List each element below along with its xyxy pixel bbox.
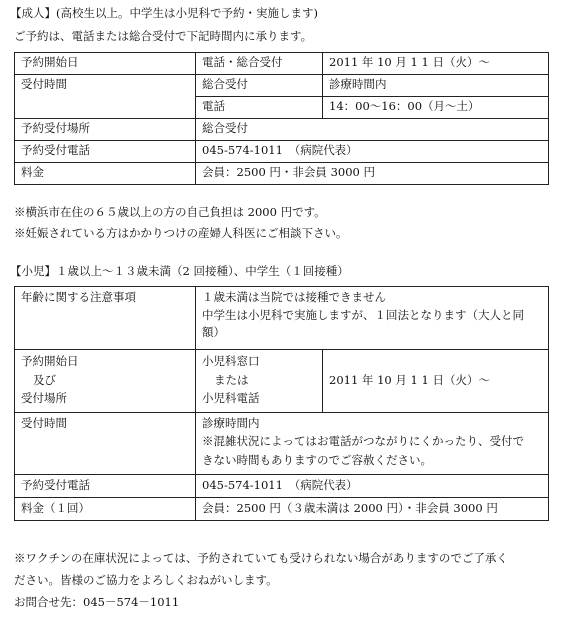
table-row xyxy=(15,497,549,520)
child-start-date: 2011 年 10 月 1 1 日（火）～ xyxy=(323,350,549,413)
table-row xyxy=(15,163,549,185)
table-row xyxy=(15,412,549,474)
hours-desk: 総合受付 xyxy=(196,75,323,97)
age-line-3: 額） xyxy=(202,325,225,339)
child-tel-value: 045-574-1011 （病院代表） xyxy=(196,474,549,497)
table-row xyxy=(15,141,549,163)
fee-value: 会員：2500 円・非会員 3000 円 xyxy=(196,163,549,185)
hours-line-3: きない時間もありますのでご容赦ください。 xyxy=(202,452,432,467)
child-place xyxy=(196,350,323,413)
start-label-line-3: 受付場所 xyxy=(21,391,67,405)
hours-phone-value: 14：00～16：00（月～土） xyxy=(323,97,549,119)
hours-line-2: ※混雑状況によってはお電話がつながりにくかったり、受付で xyxy=(202,434,524,448)
adult-heading: 【成人】(高校生以上。中学生は小児科で予約・実施します) xyxy=(10,6,318,20)
footer-line-1: ※ワクチンの在庫状況によっては、予約されていても受けられない場合がありますのでご了承く xyxy=(14,551,508,565)
place-label: 予約受付場所 xyxy=(15,119,196,141)
table-row xyxy=(15,474,549,497)
table-row xyxy=(15,119,549,141)
table-row xyxy=(15,75,549,97)
fee-label: 料金 xyxy=(15,163,196,185)
start-date: 2011 年 10 月 1 1 日（火）～ xyxy=(323,53,549,75)
table-row xyxy=(15,53,549,75)
hours-label: 受付時間 xyxy=(15,75,196,119)
table-row xyxy=(15,350,549,413)
child-hours-label: 受付時間 xyxy=(15,412,196,474)
start-label: 予約開始日 xyxy=(15,53,196,75)
start-place-label xyxy=(15,350,196,413)
child-fee-value: 会員：2500 円（３歳未満は 2000 円）・非会員 3000 円 xyxy=(196,497,549,520)
adult-intro: ご予約は、電話または総合受付で下記時間内に承ります。 xyxy=(14,29,313,43)
age-label: 年齢に関する注意事項 xyxy=(15,287,196,350)
adult-note-2: ※妊娠されている方はかかりつけの産婦人科医にご相談下さい。 xyxy=(14,226,348,240)
contact-line: お問合せ先：045－574－1011 xyxy=(14,595,180,609)
footer-line-2: ださい。皆様のご協力をよろしくおねがいします。 xyxy=(14,573,278,587)
adult-table xyxy=(14,52,549,185)
start-label-line-1: 予約開始日 xyxy=(21,354,79,368)
hours-phone: 電話 xyxy=(196,97,323,119)
age-line-2: 中学生は小児科で実施しますが、１回法となります（大人と同 xyxy=(202,307,524,322)
start-method: 電話・総合受付 xyxy=(196,53,323,75)
start-label-line-2: 及び xyxy=(33,372,56,387)
hours-desk-value: 診療時間内 xyxy=(323,75,549,97)
adult-note-1: ※横浜市在住の６５歳以上の方の自己負担は 2000 円です。 xyxy=(14,205,326,219)
age-line-1: １歳未満は当院では接種できません xyxy=(202,290,386,304)
tel-label: 予約受付電話 xyxy=(15,141,196,163)
hours-line-1: 診療時間内 xyxy=(202,415,260,430)
child-heading: 【小児】１歳以上～１３歳未満（2 回接種）、中学生（１回接種） xyxy=(10,264,349,278)
place-line-3: 小児科電話 xyxy=(202,391,260,405)
child-fee-label: 料金（１回） xyxy=(15,497,196,520)
place-line-2: または xyxy=(214,372,249,387)
tel-value: 045-574-1011 （病院代表） xyxy=(196,141,549,163)
age-notes xyxy=(196,287,549,350)
child-table xyxy=(14,286,549,521)
place-value: 総合受付 xyxy=(196,119,549,141)
place-line-1: 小児科窓口 xyxy=(202,354,260,368)
table-row xyxy=(15,287,549,350)
child-hours xyxy=(196,412,549,474)
child-tel-label: 予約受付電話 xyxy=(15,474,196,497)
